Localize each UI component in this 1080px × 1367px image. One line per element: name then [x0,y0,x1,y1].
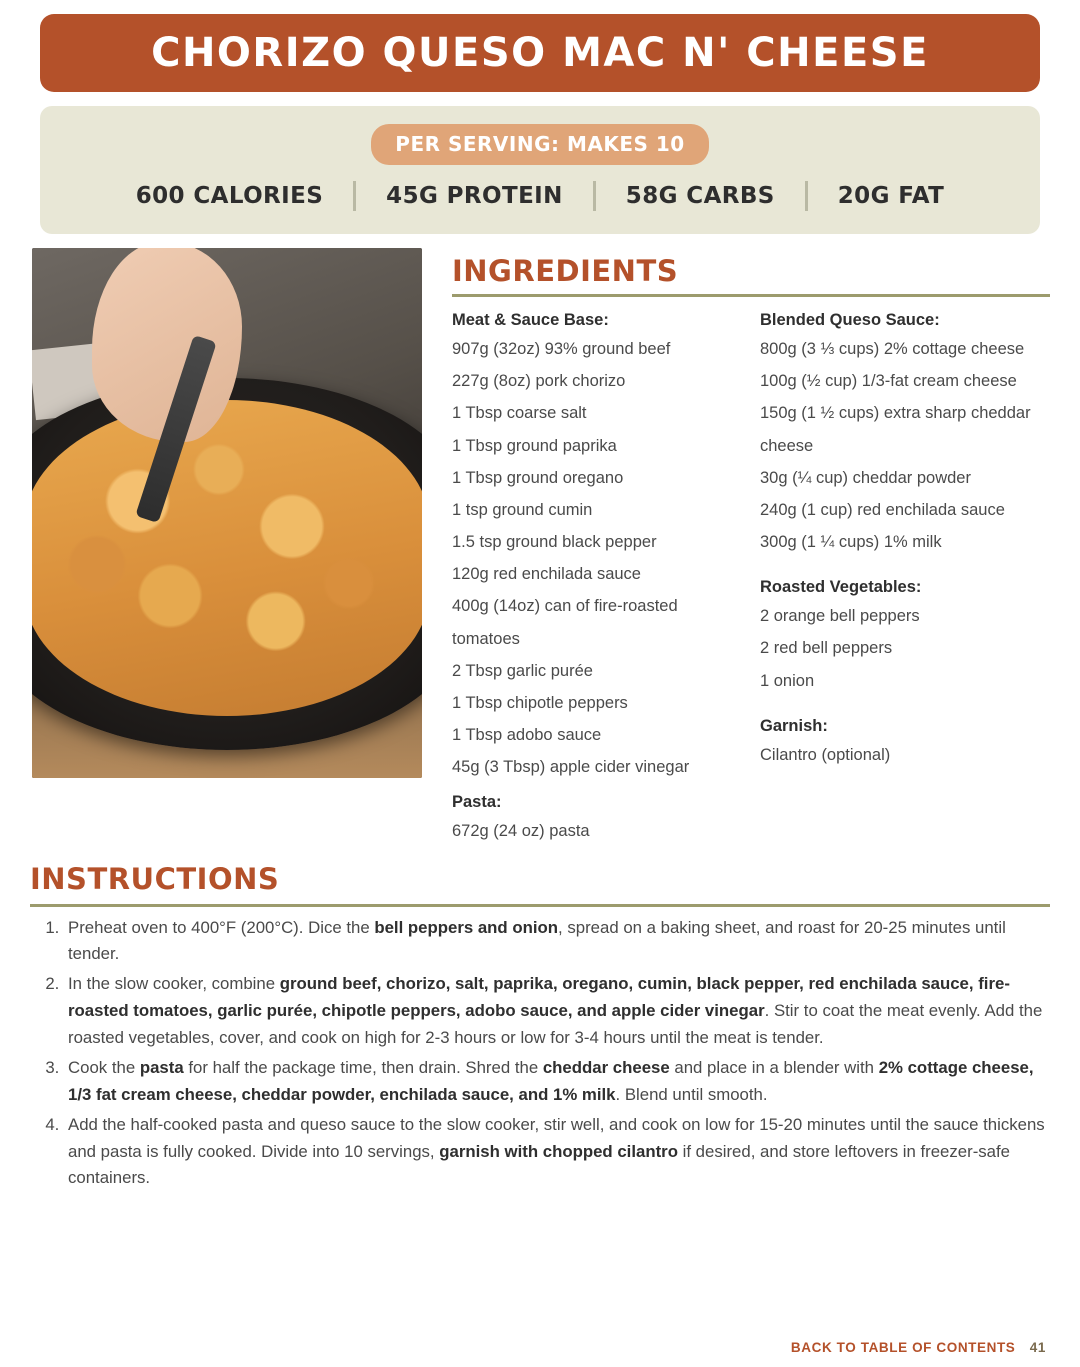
ingredient-item: Cilantro (optional) [760,745,891,764]
group-title-garnish: Garnish: [760,716,828,735]
ingredient-item: 2 red bell peppers [760,639,893,658]
ingredient-item: 30g (¼ cup) cheddar powder [760,468,971,487]
serving-badge: PER SERVING: MAKES 10 [371,124,708,165]
ingredients-heading: INGREDIENTS [452,254,679,288]
instructions-list [30,915,1050,1193]
ingredient-item: 120g red enchilada sauce [452,565,641,584]
instruction-step: 3. Cook the pasta for half the package time, then drain. Shred the cheddar cheese and place in a blender with 2% cottage cheese, 1/3 fat cream cheese, cheddar powder, enchilada sauce, and 1% milk. Blend until smooth. [64,1055,1050,1109]
page-footer [791,1340,1046,1355]
macro-fat: 20G FAT [837,183,945,209]
ingredient-item: 2 Tbsp garlic purée [452,661,593,680]
nutrition-panel [40,106,1040,234]
ingredients-columns [452,305,1050,848]
group-pasta [452,793,742,847]
ingredient-item: 150g (1 ½ cups) extra sharp cheddar cheese [760,404,1031,455]
group-title-pasta: Pasta: [452,793,502,812]
ingredient-item: 1 Tbsp ground oregano [452,468,624,487]
ingredient-item: 240g (1 cup) red enchilada sauce [760,500,1005,519]
ingredient-item: 672g (24 oz) pasta [452,822,590,841]
instructions-header [30,856,1050,898]
page-title: CHORIZO QUESO MAC N' CHEESE [151,30,929,76]
recipe-title-banner [40,14,1040,92]
ingredient-item: 227g (8oz) pork chorizo [452,372,626,391]
ingredients-column-right [760,305,1050,848]
photo-mac-and-cheese [32,400,422,716]
ingredient-item: 400g (14oz) can of fire-roasted tomatoes [452,597,678,648]
ingredient-item: 100g (½ cup) 1/3-fat cream cheese [760,372,1017,391]
instruction-step: 1. Preheat oven to 400°F (200°C). Dice the bell peppers and onion, spread on a baking sheet, and roast for 20-25 minutes until tender. [64,915,1050,969]
ingredients-column-left [452,305,742,848]
ingredients-divider [452,294,1050,297]
ingredient-item: 1.5 tsp ground black pepper [452,533,657,552]
photo-and-ingredients [30,248,1050,848]
recipe-photo [32,248,422,778]
ingredient-item: 300g (1 ¼ cups) 1% milk [760,533,942,552]
group-title-vegetables: Roasted Vegetables: [760,578,922,597]
macro-protein: 45G PROTEIN [386,183,563,209]
ingredient-item: 907g (32oz) 93% ground beef [452,340,671,358]
ingredient-item: 1 Tbsp ground paprika [452,436,617,455]
ingredient-item: 800g (3 ⅓ cups) 2% cottage cheese [760,340,1025,358]
ingredient-item: 1 Tbsp adobo sauce [452,726,602,745]
instruction-step: 4. Add the half-cooked pasta and queso sauce to the slow cooker, stir well, and cook on low for 15-20 minutes until the sauce thickens and pasta is fully cooked. Divide into 10 servings, garnish with chopped cilantro if desired, and store leftovers in freezer-safe containers. [64,1112,1050,1193]
ingredient-item: 2 orange bell peppers [760,607,920,626]
group-title-queso: Blended Queso Sauce: [760,311,940,329]
ingredient-item: 1 tsp ground cumin [452,500,593,519]
instruction-step: 2. In the slow cooker, combine ground beef, chorizo, salt, paprika, oregano, cumin, black pepper, red enchilada sauce, fire-roasted tomatoes, garlic purée, chipotle peppers, adobo sauce, and apple cider vinegar. Stir to coat the meat evenly. Add the roasted vegetables, cover, and cook on high for 2-3 hours or low for 3-4 hours until the meat is tender. [64,971,1050,1052]
ingredient-item: 1 onion [760,671,815,690]
instructions-heading: INSTRUCTIONS [30,861,280,896]
back-to-toc-link[interactable]: BACK TO TABLE OF CONTENTS [790,1340,1016,1355]
spacer [760,558,1050,572]
ingredient-item: 1 Tbsp chipotle peppers [452,693,628,712]
macro-calories: 600 CALORIES [135,183,324,209]
macro-list [106,181,975,211]
ingredients-section [422,248,1050,848]
ingredient-item: 45g (3 Tbsp) apple cider vinegar [452,758,690,777]
photo-hand [92,248,242,442]
ingredient-item: 1 Tbsp coarse salt [452,404,587,423]
macro-carbs: 58G CARBS [625,183,775,209]
spacer [760,697,1050,711]
group-title-meat-sauce: Meat & Sauce Base: [452,311,609,329]
instructions-divider [30,904,1050,907]
page-number: 41 [1029,1340,1046,1355]
